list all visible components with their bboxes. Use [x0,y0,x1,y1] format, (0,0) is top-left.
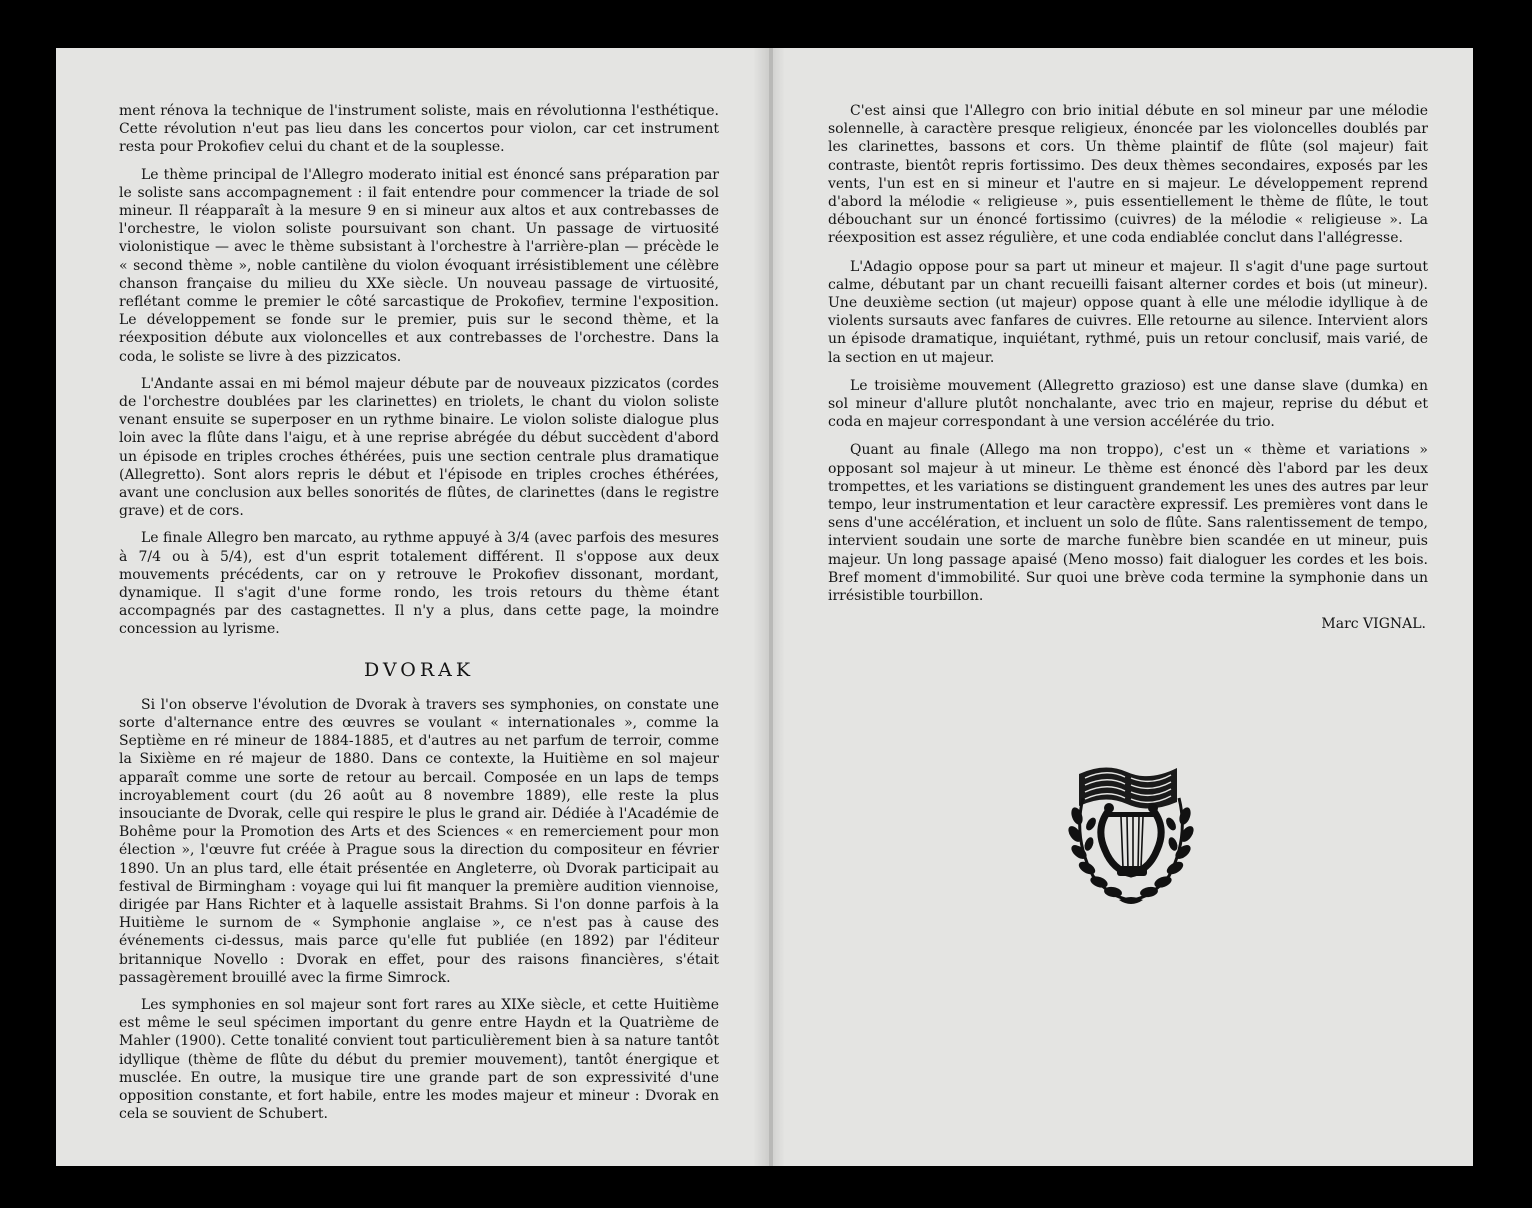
left-paragraph-3: L'Andante assai en mi bémol majeur débute par de nouveaux pizzicatos (cordes de l'orchestre doublées par les clarinettes) en triolets, le chant du violon soliste venant ensuite se superposer en un rythme binaire. Le violon soliste dialogue plus loin avec la flûte dans l'aigu, et à une reprise abrégée du début succèdent d'abord un épisode en triples croches éthérées, puis une section centrale plus dramatique (Allegretto). Sont alors repris le début et l'épisode en triples croches éthérées, avant une conclusion aux belles sonorités de flûtes, de clarinettes (dans le registre grave) et de cors. [119,375,719,520]
section-heading-dvorak: DVORAK [363,658,475,681]
right-paragraph-4: Quant au finale (Allego ma non troppo), c'est un « thème et variations » opposant sol majeur à ut mineur. Le thème est énoncé dès l'abord par les deux trompettes, et les variations se distinguent grandement les unes des autres par leur tempo, leur instrumentation et leur caractère expressif. Les premières vont dans le sens d'une accélération, et incluent un solo de flûte. Sans ralentissement de tempo, intervient soudain une sorte de marche funèbre bien scandée en ut mineur, puis majeur. Un long passage apaisé (Meno mosso) fait dialoguer les cordes et les bois. Bref moment d'immobilité. Sur quoi une brève coda termine la symphonie dans un irrésistible tourbillon. [828,442,1428,605]
left-paragraph-4: Le finale Allegro ben marcato, au rythme appuyé à 3/4 (avec parfois des mesures à 7/4 ou à 5/4), est d'un esprit totalement différent. Il s'oppose aux deux mouvements précédents, car on y retrouve le Prokofiev dissonant, mordant, dynamique. Il s'agit d'une forme rondo, les trois retours du thème étant accompagnés par des castagnettes. Il n'y a plus, dans cette page, la moindre concession au lyrisme. [119,530,719,638]
right-paragraph-1: C'est ainsi que l'Allegro con brio initial débute en sol mineur par une mélodie solennelle, à caractère presque religieux, énoncée par les violoncelles doublés par les clarinettes, bassons et cors. Un thème plaintif de flûte (sol majeur) fait contraste, bientôt repris fortissimo. Des deux thèmes secondaires, exposés par les vents, l'un est en si mineur et l'autre en si majeur. Le développement reprend d'abord la mélodie « religieuse », puis essentiellement le thème de flûte, le tout débouchant sur un énoncé fortissimo (cuivres) de la mélodie « religieuse ». La réexposition est assez régulière, et une coda endiablée conclut dans l'allégresse. [828,103,1428,247]
right-paragraph-3: Le troisième mouvement (Allegretto grazioso) est une danse slave (dumka) en sol mineur d'allure plutôt nonchalante, avec trio en majeur, reprise du début et coda en majeur correspondant à une version accélérée du trio. [828,377,1428,431]
right-page [773,48,1473,1166]
left-paragraph-1: ment rénova la technique de l'instrument soliste, mais en révolutionna l'esthétique. Cette révolution n'eut pas lieu dans les concertos pour violon, car cet instrument resta pour Prokofiev celui du chant et de la souplesse. [119,103,719,156]
left-page [56,48,769,1166]
dvorak-paragraph-1: Si l'on observe l'évolution de Dvorak à travers ses symphonies, on constate une sorte d'alternance entre des œuvres se voulant « internationales », comme la Septième en ré mineur de 1884-1885, et d'autres au net parfum de terroir, comme la Sixième en ré majeur de 1880. Dans ce contexte, la Huitième en sol majeur apparaît comme une sorte de retour au bercail. Composée en un laps de temps incroyablement court (du 26 août au 8 novembre 1889), elle reste la plus insouciante de Dvorak, celle qui respire le plus le grand air. Dédiée à l'Académie de Bohême pour la Promotion des Arts et des Sciences « en remerciement pour mon élection », l'œuvre fut créée à Prague sous la direction du compositeur en février 1890. Un an plus tard, elle était présentée en Angleterre, où Dvorak participait au festival de Birmingham : voyage qui lui fit manquer la première audition viennoise, dirigée par Hans Richter et à laquelle assistait Brahms. Si l'on donne parfois à la Huitième le surnom de « Symphonie anglaise », ce n'est pas à cause des événements ci-dessus, mais parce qu'elle fut publiée (en 1892) par l'éditeur britannique Novello : Dvorak en effet, pour des raisons financières, s'était passagèrement brouillé avec la firme Simrock. [119,696,719,986]
right-paragraph-2: L'Adagio oppose pour sa part ut mineur et majeur. Il s'agit d'une page surtout calme, débutant par un chant recueilli faisant alterner cordes et bois (ut mineur). Une deuxième section (ut majeur) oppose quant à elle une mélodie idyllique à de violents sursauts avec fanfares de cuivres. Elle retourne au silence. Intervient alors un épisode dramatique, inquiétant, rythmé, puis un retour conclusif, mais varié, de la section en ut majeur. [828,258,1428,366]
dvorak-paragraph-2: Les symphonies en sol majeur sont fort rares au XIXe siècle, et cette Huitième est même le seul spécimen important du genre entre Haydn et la Quatrième de Mahler (1900). Cette tonalité convient tout particulièrement bien à sa nature tantôt idyllique (thème de flûte du début du premier mouvement), tantôt énergique et musclée. En outre, la musique tire une grande part de son expressivité d'une opposition constante, et fort habile, entre les modes majeur et mineur : Dvorak en cela se souvient de Schubert. [119,996,719,1123]
left-paragraph-2: Le thème principal de l'Allegro moderato initial est énoncé sans préparation par le soliste sans accompagnement : il fait entendre pour commencer la triade de sol mineur. Il réapparaît à la mesure 9 en si mineur aux altos et aux contrebasses de l'orchestre, le violon soliste poursuivant son chant. Un passage de virtuosité violonistique — avec le thème subsistant à l'orchestre à l'arrière-plan — précède le « second thème », noble cantilène du violon évoquant irrésistiblement une célèbre chanson française du milieu du XXe siècle. Un nouveau passage de virtuosité, reflétant comme le premier le côté sarcastique de Prokofiev, termine l'exposition. Le développement se fonde sur le premier, puis sur le second thème, et la réexposition débute aux violoncelles et aux contrebasses de l'orchestre. Dans la coda, le soliste se livre à des pizzicatos. [119,166,719,365]
author-signature: Marc VIGNAL. [1321,616,1426,633]
lyre-emblem-icon [1065,758,1197,910]
